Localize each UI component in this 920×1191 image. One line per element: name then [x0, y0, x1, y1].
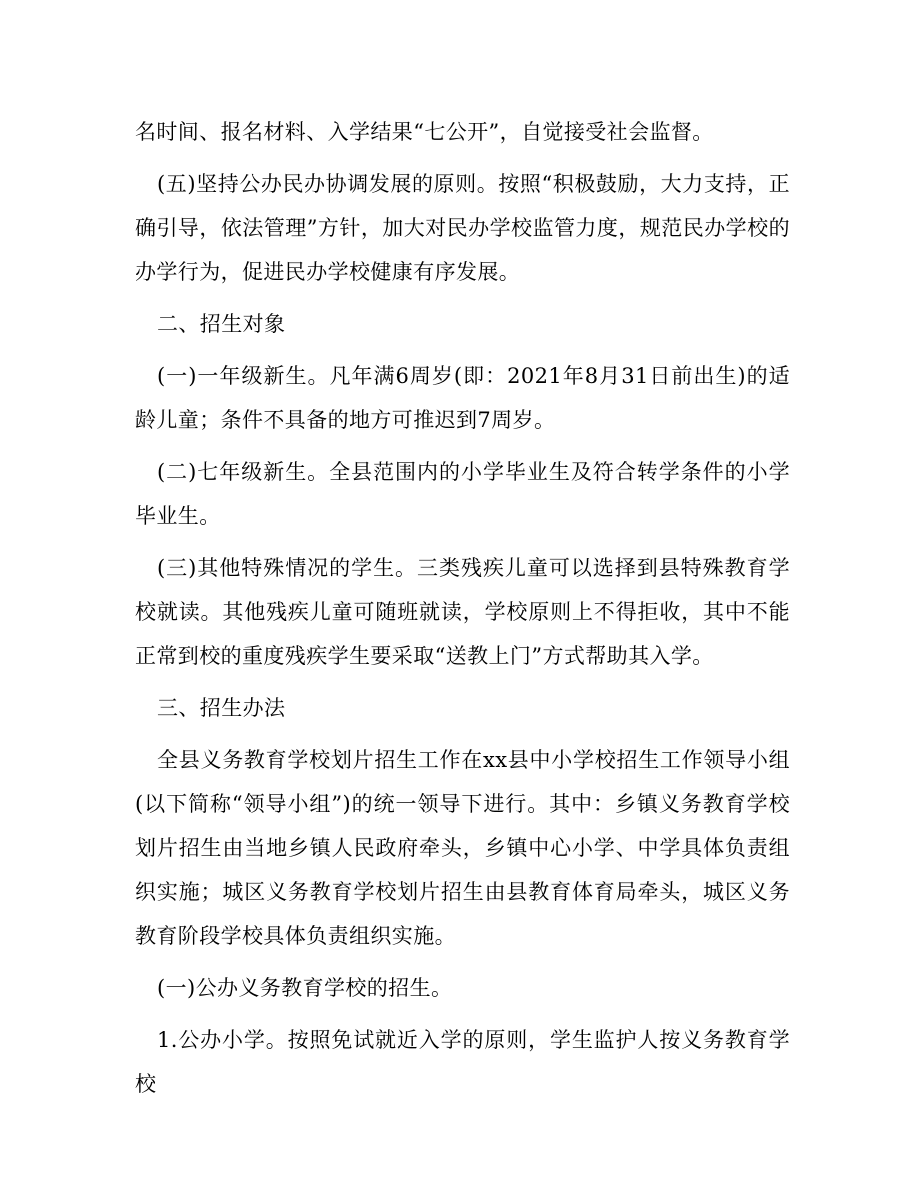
- paragraph-principle-five: (五)坚持公办民办协调发展的原则。按照“积极鼓励，大力支持，正确引导，依法管理”方针，加大对民办学校监管力度，规范民办学校的办学行为，促进民办学校健康有序发展。: [135, 172, 790, 284]
- section-heading-enrollment-targets: 二、招生对象: [157, 312, 286, 336]
- paragraph-grade-one: (一)一年级新生。凡年满6周岁(即：2021年8月31日前出生)的适龄儿童；条件不具备的地方可推迟到7周岁。: [135, 364, 790, 432]
- paragraph-grade-seven: (二)七年级新生。全县范围内的小学毕业生及符合转学条件的小学毕业生。: [135, 460, 790, 528]
- paragraph-special-cases: (三)其他特殊情况的学生。三类残疾儿童可以选择到县特殊教育学校就读。其他残疾儿童可随班就读，学校原则上不得拒收，其中不能正常到校的重度残疾学生要采取“送教上门”方式帮助其入学。: [135, 556, 790, 668]
- subheading-public-schools: (一)公办义务教育学校的招生。: [157, 976, 453, 1000]
- document-body: [135, 110, 790, 1114]
- paragraph-continuation: 名时间、报名材料、入学结果“七公开”，自觉接受社会监督。: [135, 120, 714, 144]
- section-heading-enrollment-methods: 三、招生办法: [157, 696, 286, 720]
- paragraph-zoning-overview: 全县义务教育学校划片招生工作在xx县中小学校招生工作领导小组(以下简称“领导小组”)的统一领导下进行。其中：乡镇义务教育学校划片招生由当地乡镇人民政府牵头，乡镇中心小学、中学具体负责组织实施；城区义务教育学校划片招生由县教育体育局牵头，城区义务教育阶段学校具体负责组织实施。: [135, 748, 790, 948]
- paragraph-public-primary: 1.公办小学。按照免试就近入学的原则，学生监护人按义务教育学校: [135, 1028, 790, 1096]
